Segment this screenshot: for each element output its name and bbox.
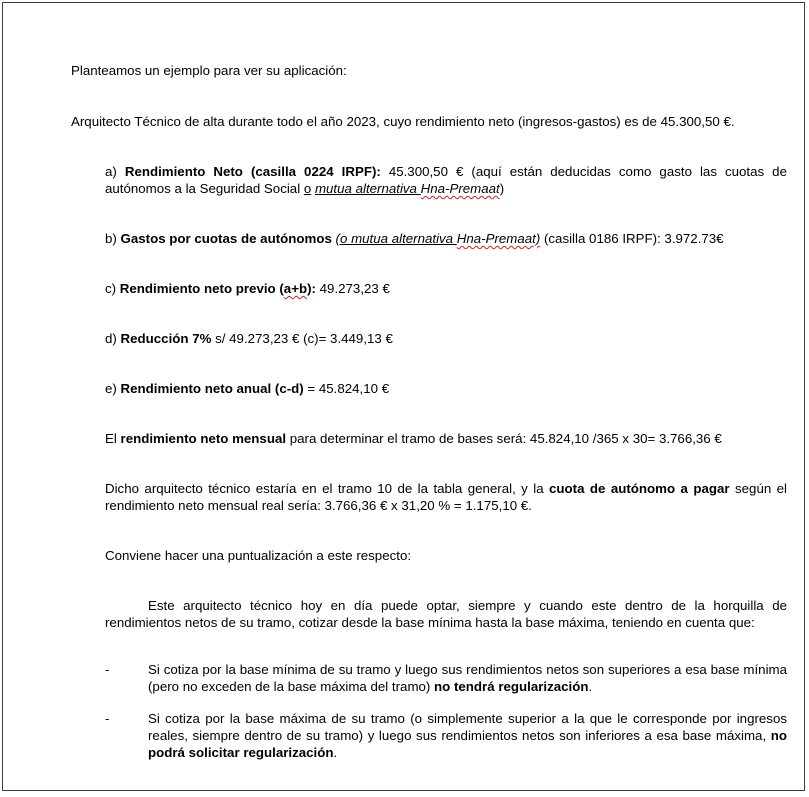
bullet-item: Si cotiza por la base mínima de su tramo y luego sus rendimientos netos son superiores a esa base mínima (pero no exceden de la base máxima del tramo) no tendrá regularización. <box>148 662 787 694</box>
bullet-item: Si cotiza por la base máxima de su tramo (o simplemente superior a la que le corresponde por ingresos reales, siempre dentro de su tramo) y luego sus rendimientos netos son inferiores a esa base máxima, no podrá solicitar regularización. <box>148 711 787 760</box>
item-d-label: Reducción 7% <box>120 331 212 346</box>
example-paragraph: Arquitecto Técnico de alta durante todo el año 2023, cuyo rendimiento neto (ingresos-gastos) es de 45.300,50 €. <box>71 114 735 129</box>
note-paragraph: Este arquitecto técnico hoy en día puede optar, siempre y cuando este dentro de la horquilla de rendimientos netos de su tramo, cotizar desde la base mínima hasta la base máxima, teniendo en cuenta que: <box>105 598 787 630</box>
item-c-paragraph: c) Rendimiento neto previo (a+b): 49.273,23 € <box>105 281 390 296</box>
spellcheck-word: a+b <box>283 281 308 296</box>
quota-paragraph: Dicho arquitecto técnico estaría en el tramo 10 de la tabla general, y la cuota de autónomo a pagar según el rendimiento neto mensual real sería: 3.766,36 € x 31,20 % = 1.175,10 €. <box>105 481 788 513</box>
monthly-paragraph: El rendimiento neto mensual para determinar el tramo de bases será: 45.824,10 /365 x 30= 3.766,36 € <box>105 431 722 446</box>
item-a-paragraph: a) Rendimiento Neto (casilla 0224 IRPF): 45.300,50 € (aquí están deducidas como gasto las cuotas de autónomos a la Seguridad Social o mutua alternativa Hna-Premaat) <box>105 164 787 196</box>
monthly-label: rendimiento neto mensual <box>120 431 287 446</box>
item-b-paragraph: b) Gastos por cuotas de autónomos (o mutua alternativa Hna-Premaat) (casilla 0186 IRPF): 3.972.73€ <box>105 231 724 246</box>
intro-paragraph: Planteamos un ejemplo para ver su aplicación: <box>71 63 347 78</box>
item-e-paragraph: e) Rendimiento neto anual (c-d) = 45.824,10 € <box>105 381 390 396</box>
bullet-marker: - <box>105 662 110 677</box>
item-d-paragraph: d) Reducción 7% s/ 49.273,23 € (c)= 3.449,13 € <box>105 331 393 346</box>
bullet-marker: - <box>105 711 110 726</box>
item-a-label: Rendimiento Neto (casilla 0224 IRPF): <box>124 164 381 179</box>
item-b-label: Gastos por cuotas de autónomos <box>120 231 332 246</box>
conviene-paragraph: Conviene hacer una puntualización a este respecto: <box>105 548 412 563</box>
spellcheck-word: Hna-Premaat <box>420 181 500 196</box>
item-e-label: Rendimiento neto anual (c-d) <box>120 381 304 396</box>
item-c-label: Rendimiento neto previo (a+b): <box>119 281 316 296</box>
quota-label: cuota de autónomo a pagar <box>549 481 730 496</box>
spellcheck-word: Hna-Premaat) <box>456 231 541 246</box>
